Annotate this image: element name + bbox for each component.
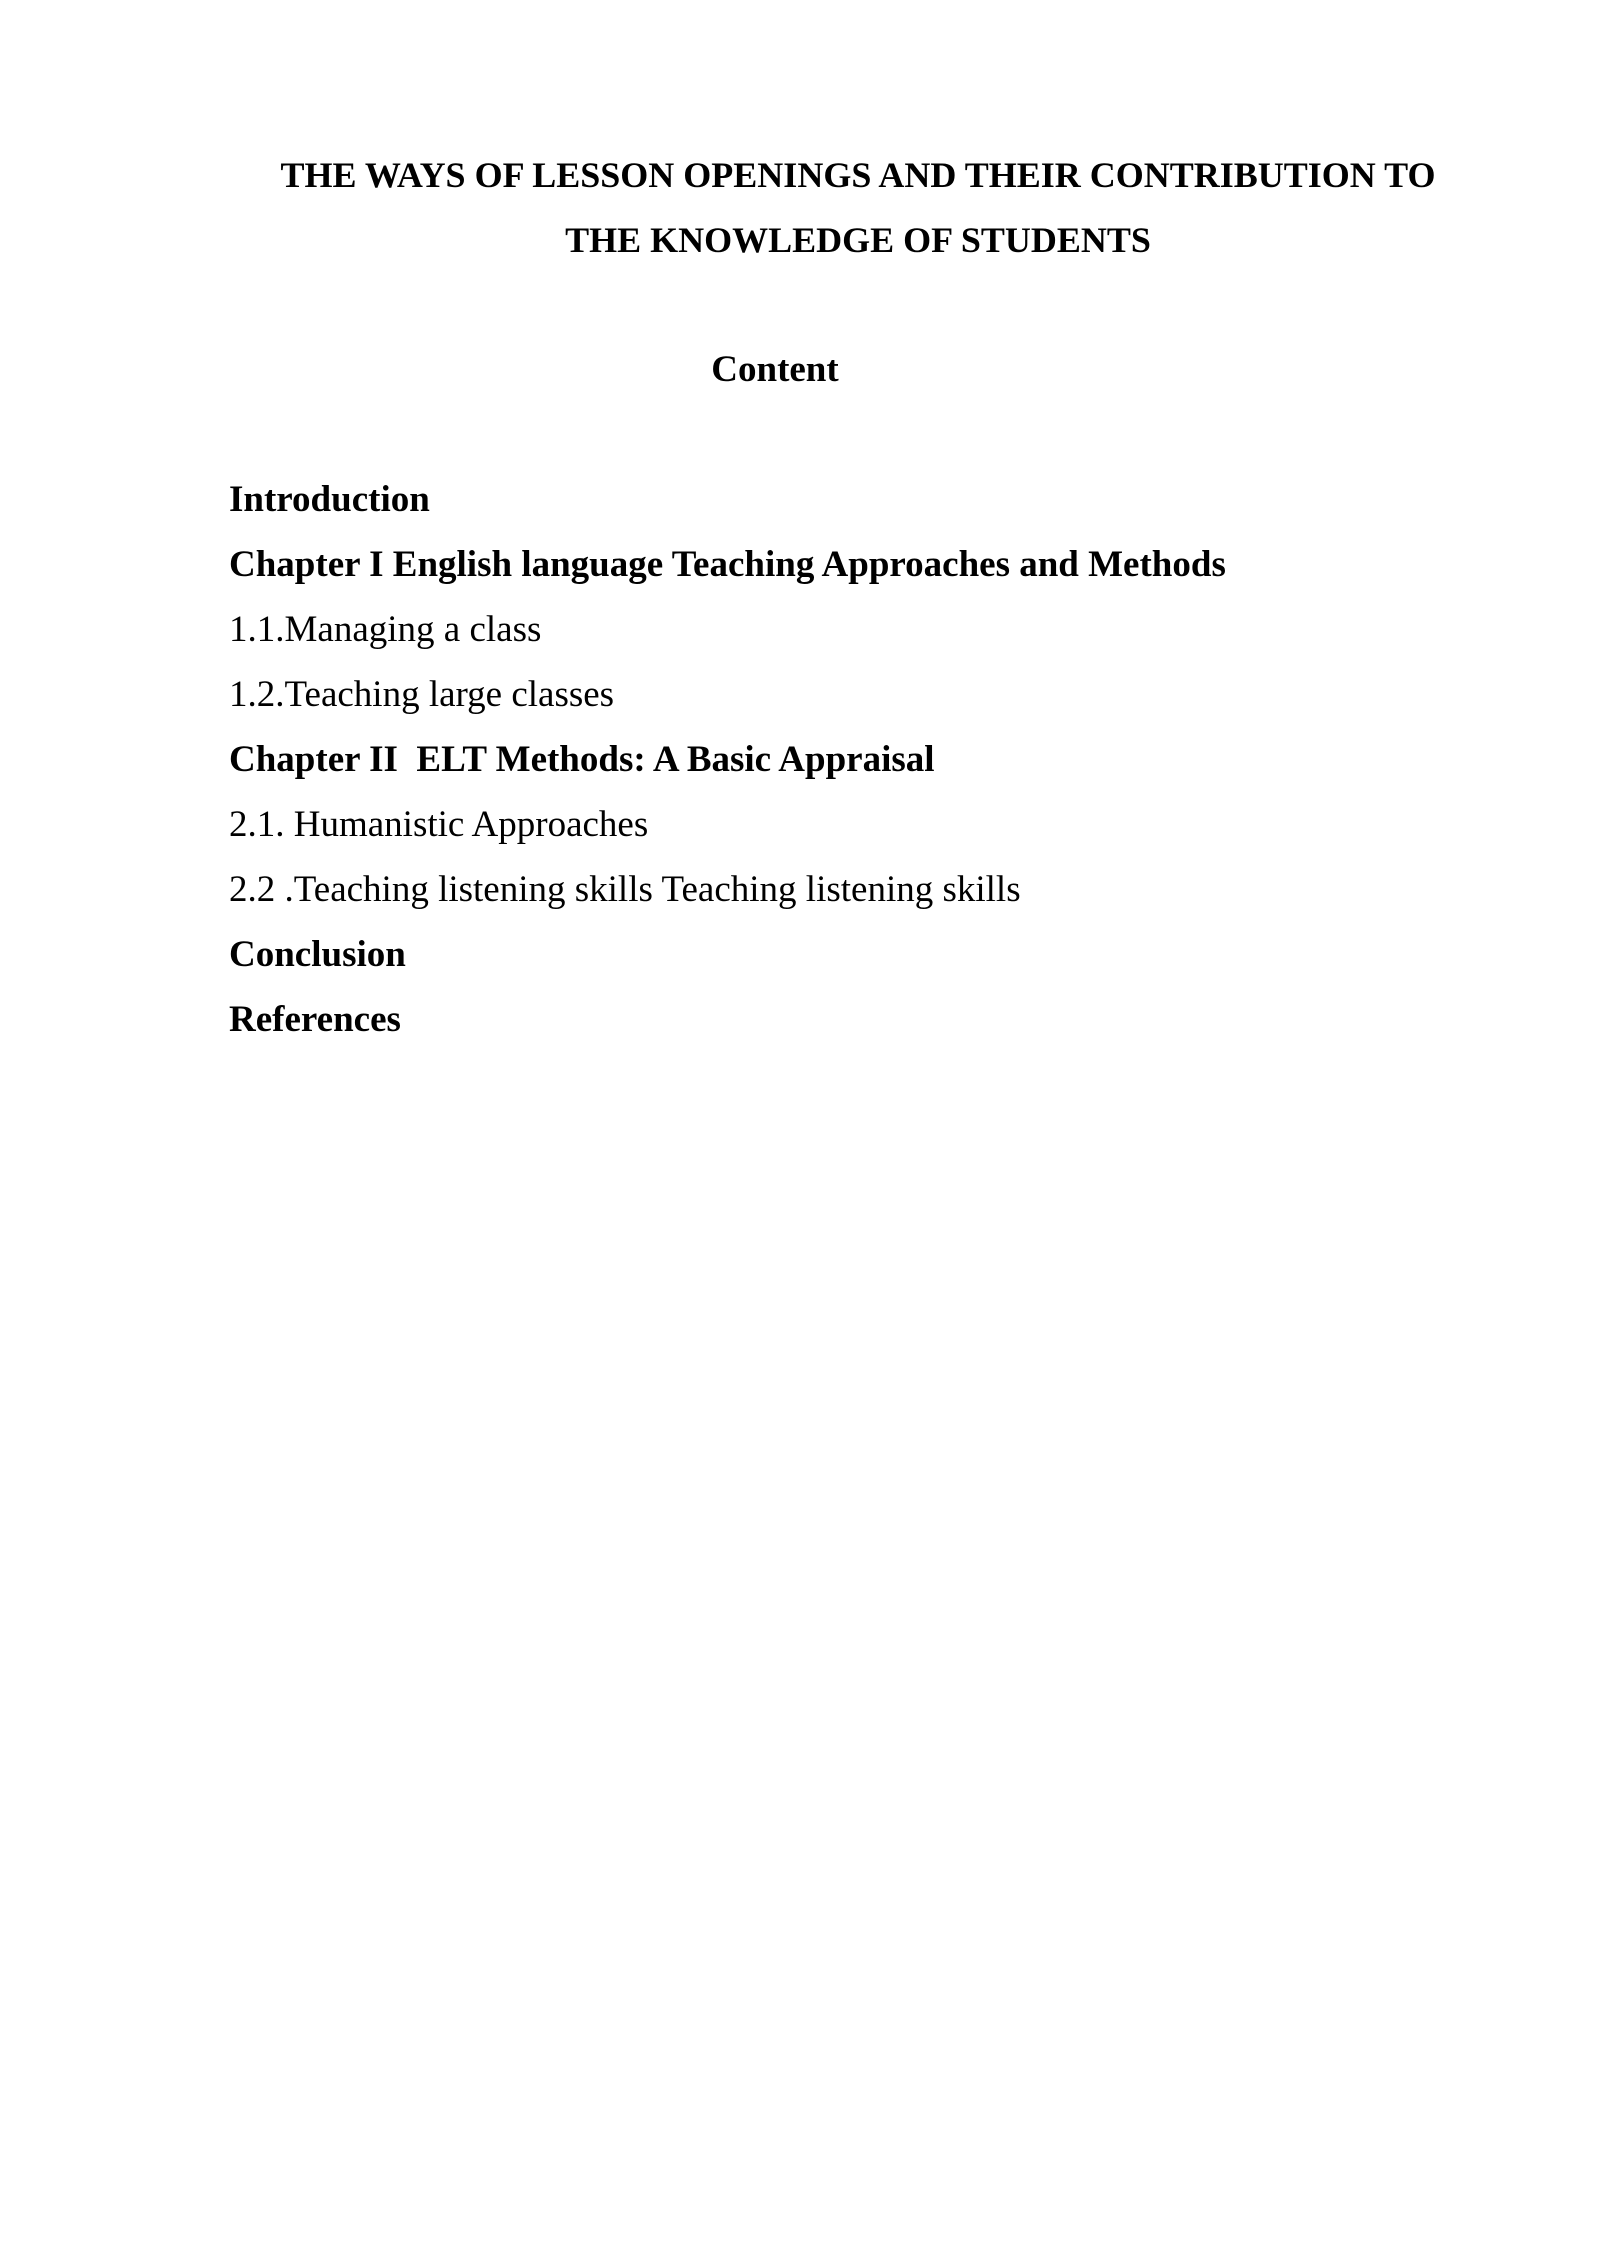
table-of-contents [229,478,1226,1063]
contents-heading: Content [711,349,839,390]
toc-item-1-1: 1.1.Managing a class [229,609,542,650]
toc-item-2-2: 2.2 .Teaching listening skills Teaching listening skills [229,869,1021,910]
document-title-line-1: THE WAYS OF LESSON OPENINGS AND THEIR CONTRIBUTION TO [280,155,1436,195]
document-title-line-2: THE KNOWLEDGE OF STUDENTS [565,220,1151,260]
toc-item-chapter-1: Chapter I English language Teaching Approaches and Methods [229,544,1226,585]
toc-item-chapter-2: Chapter II ELT Methods: A Basic Appraisal [229,739,935,780]
toc-item-conclusion: Conclusion [229,934,406,975]
toc-item-references: References [229,999,401,1040]
toc-item-2-1: 2.1. Humanistic Approaches [229,804,649,845]
toc-item-1-2: 1.2.Teaching large classes [229,674,615,715]
toc-item-introduction: Introduction [229,479,430,520]
